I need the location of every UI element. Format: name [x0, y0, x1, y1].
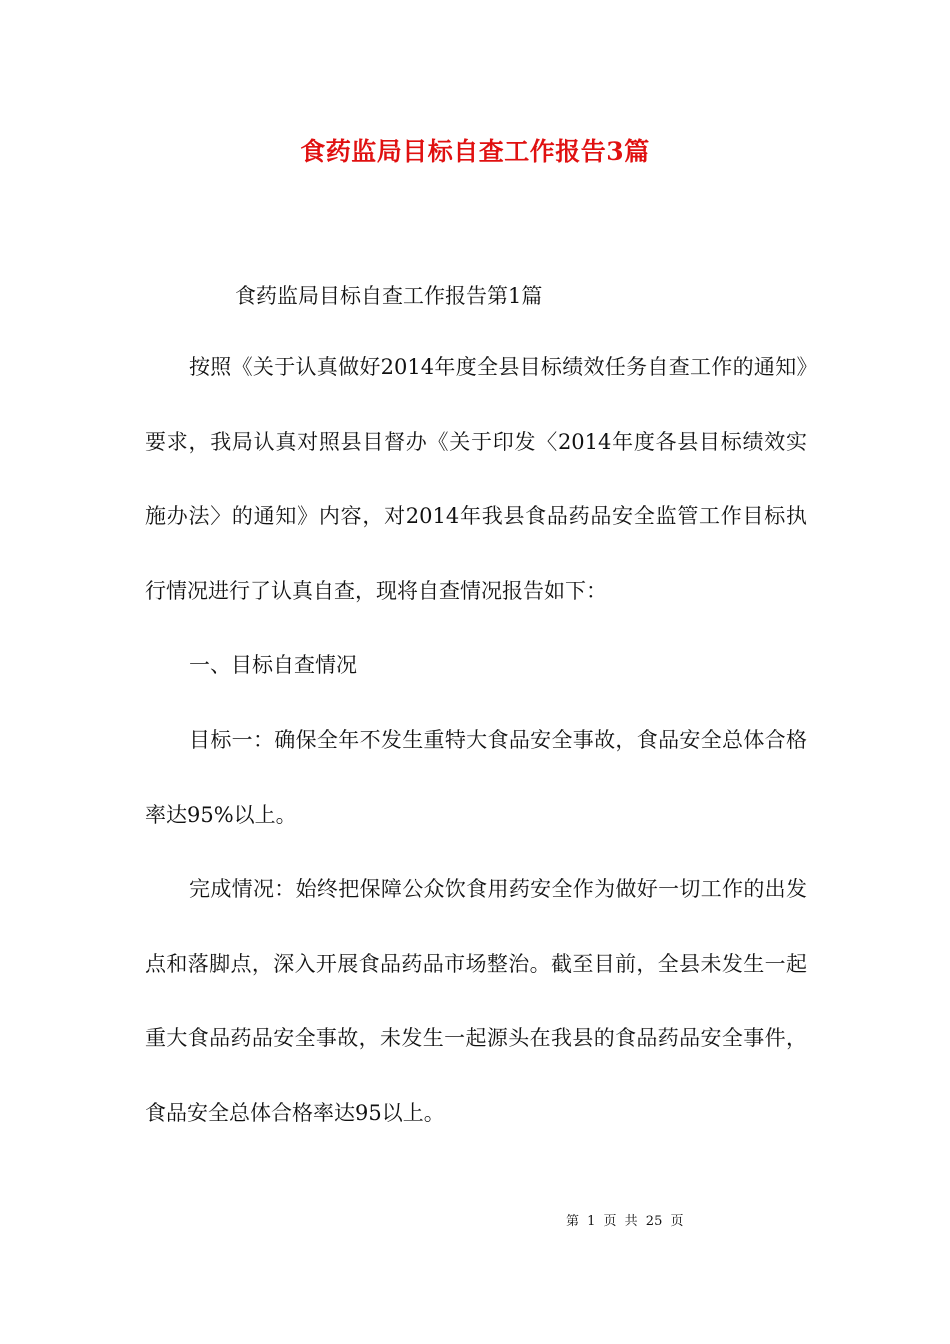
document-title: 食药监局目标自查工作报告3篇: [300, 137, 650, 166]
paragraph-intro: 按照《关于认真做好2014年度全县目标绩效任务自查工作的通知》要求，我局认真对照县目督办《关于印发〈2014年度各县目标绩效实施办法〉的通知》内容，对2014年我县食品药品安全监管工作目标执行情况进行了认真自查，现将自查情况报告如下：: [145, 355, 807, 603]
paragraph-completion: 完成情况：始终把保障公众饮食用药安全作为做好一切工作的出发点和落脚点，深入开展食品药品市场整治。截至目前，全县未发生一起重大食品药品安全事故，未发生一起源头在我县的食品药品安全事件，食品安全总体合格率达95以上。: [145, 877, 807, 1125]
page-footer: 第 1 页 共 25 页: [566, 1214, 684, 1229]
section-heading: 食药监局目标自查工作报告第1篇: [235, 284, 543, 308]
paragraph-section-one: 一、目标自查情况: [189, 653, 357, 677]
paragraph-goal-one: 目标一：确保全年不发生重特大食品安全事故，食品安全总体合格率达95%以上。: [145, 728, 807, 827]
